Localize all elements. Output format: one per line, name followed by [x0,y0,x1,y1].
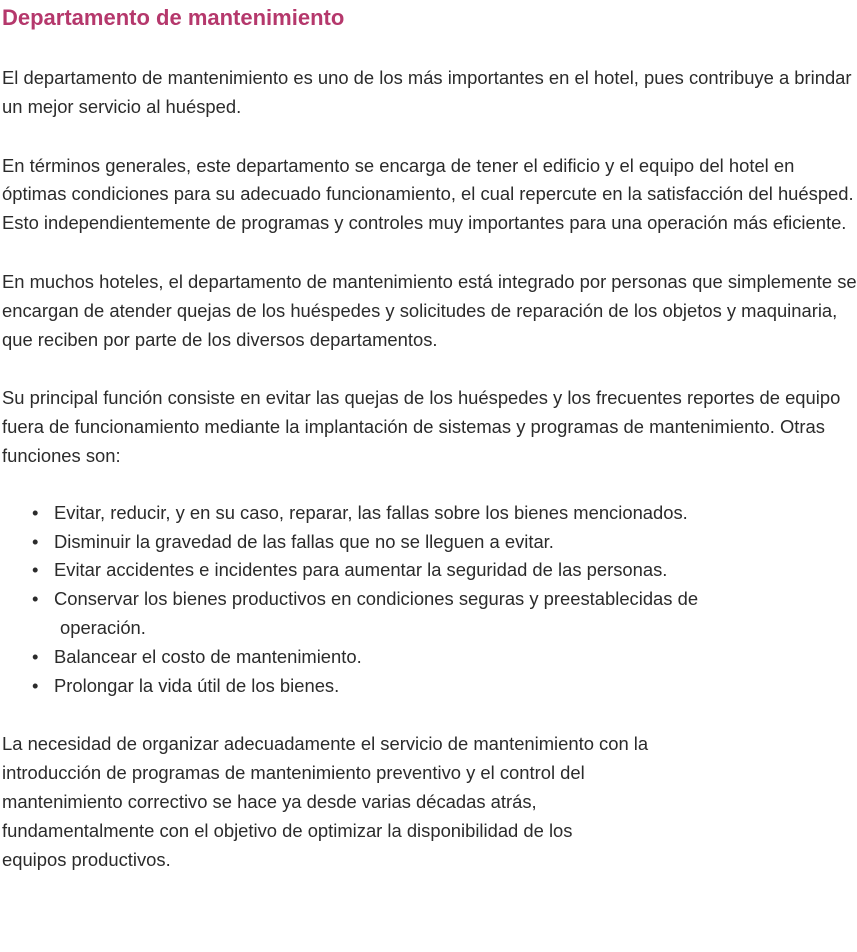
list-item-text: Prolongar la vida útil de los bienes. [54,674,340,696]
list-item-text: Evitar, reducir, y en su caso, reparar, las fallas sobre los bienes mencionados. [54,501,688,523]
bullet-icon: • [32,559,39,581]
closing-line: La necesidad de organizar adecuadamente el servicio de mantenimiento con la [2,733,649,755]
list-item [30,672,857,701]
closing-paragraph [2,730,857,874]
main-function-paragraph: Su principal función consiste en evitar las quejas de los huéspedes y los frecuentes reportes de equipo fuera de funcionamiento mediante la implantación de sistemas y programas de mantenimiento. Otras funciones son: [2,387,841,466]
bullet-icon: • [32,501,39,523]
list-item [30,585,857,643]
list-item [30,556,857,585]
intro-paragraph: El departamento de mantenimiento es uno de los más importantes en el hotel, pues contribuye a brindar un mejor servicio al huésped. [2,67,852,117]
bullet-icon: • [32,588,39,610]
general-terms-paragraph: En términos generales, este departamento se encarga de tener el edificio y el equipo del hotel en óptimas condiciones para su adecuado funcionamiento, el cual repercute en la satisfacción del huésped. Esto independientemente de programas y controles muy importantes para una operación más eficiente. [2,154,854,234]
hotel-staff-paragraph: En muchos hoteles, el departamento de mantenimiento está integrado por personas que simplemente se encargan de atender quejas de los huéspedes y solicitudes de reparación de los objetos y maquinaria, que reciben por parte de los diversos departamentos. [2,270,857,350]
bullet-icon: • [32,674,39,696]
bullet-icon: • [32,645,39,667]
list-item-text: Conservar los bienes productivos en condiciones seguras y preestablecidas de [54,588,699,610]
list-item [30,499,857,528]
closing-line: equipos productivos. [2,848,171,870]
functions-list [2,499,857,701]
list-item-text: Disminuir la gravedad de las fallas que no se lleguen a evitar. [54,530,554,552]
page-title: Departamento de mantenimiento [2,5,345,30]
closing-line: introducción de programas de mantenimiento preventivo y el control del [2,762,585,784]
closing-line: mantenimiento correctivo se hace ya desde varias décadas atrás, [2,790,537,812]
list-item-text: Balancear el costo de mantenimiento. [54,645,362,667]
bullet-icon: • [32,530,39,552]
list-item-continuation: operación. [60,616,146,638]
list-item [30,643,857,672]
list-item [30,528,857,557]
list-item-text: Evitar accidentes e incidentes para aumentar la seguridad de las personas. [54,559,668,581]
closing-line: fundamentalmente con el objetivo de optimizar la disponibilidad de los [2,819,573,841]
